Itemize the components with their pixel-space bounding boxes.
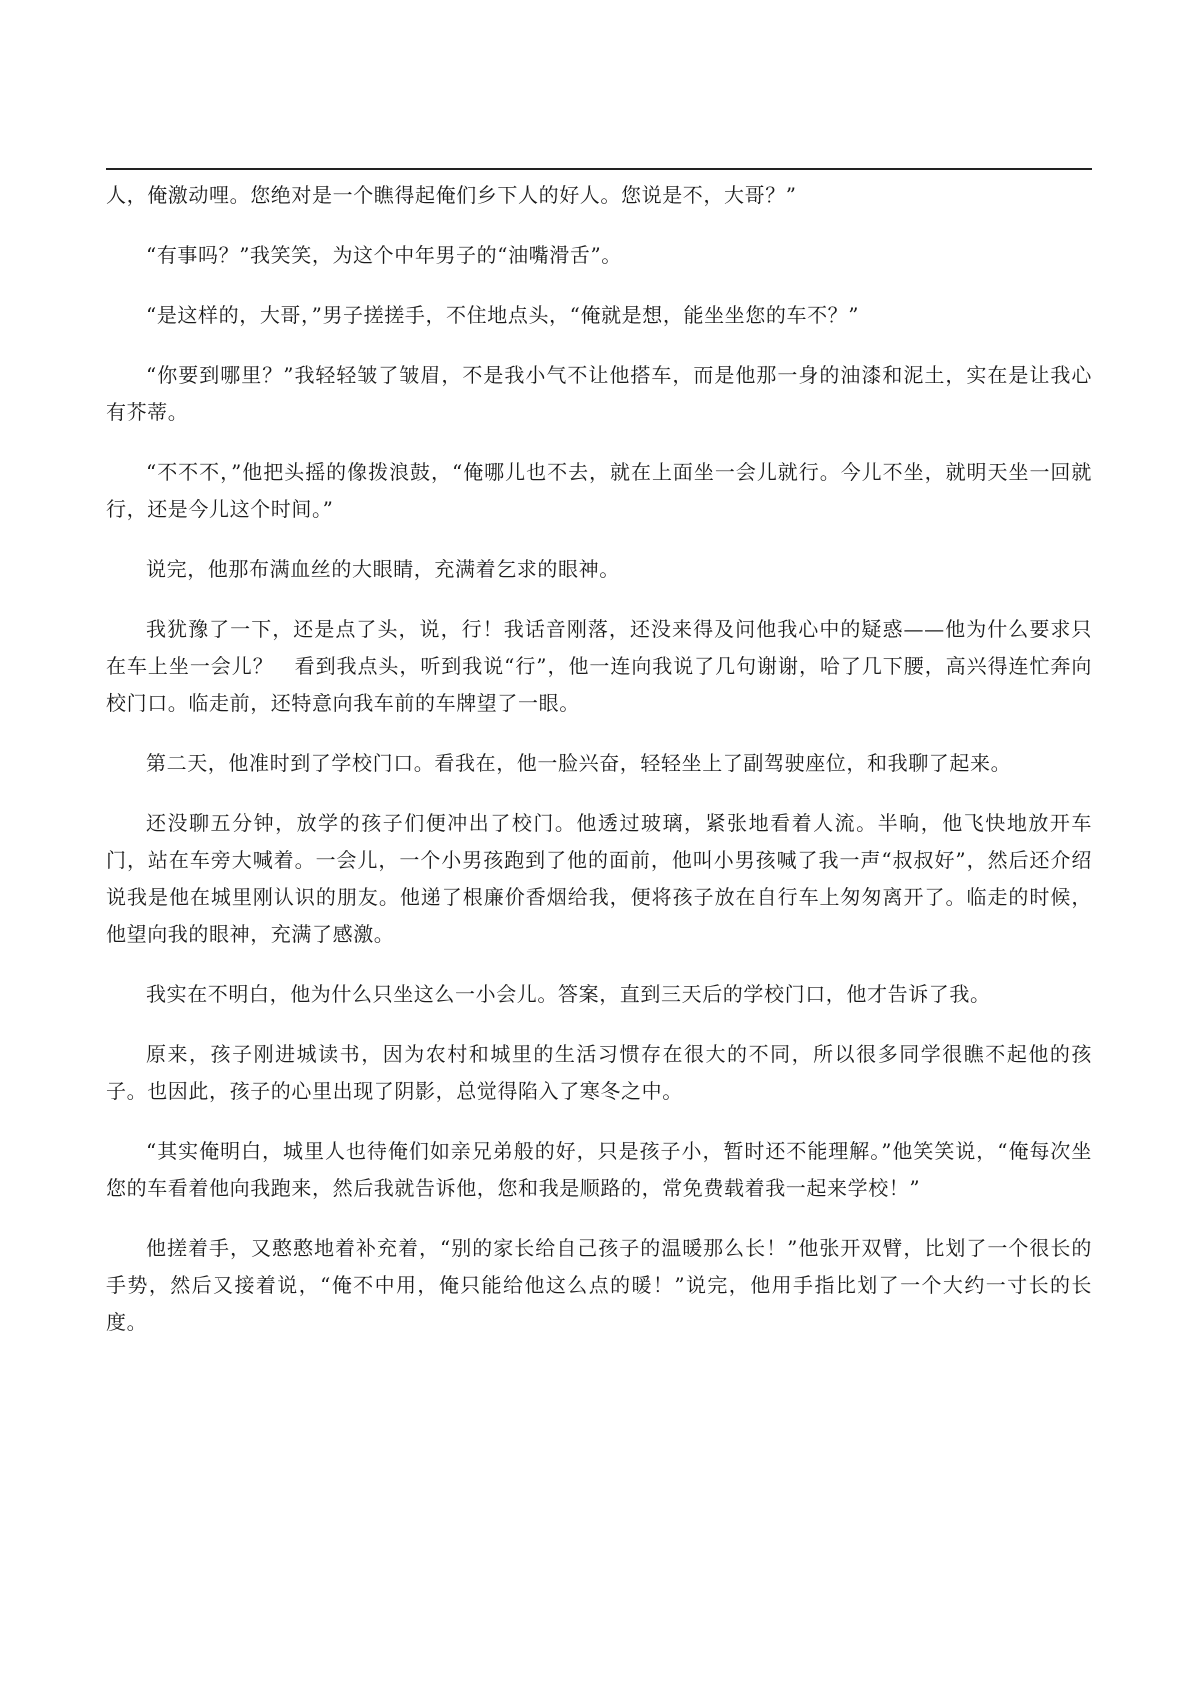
paragraph-5: “不不不，”他把头摇的像拨浪鼓，“俺哪儿也不去，就在上面坐一会儿就行。今儿不坐，就明天坐一回就行，还是今儿这个时间。”: [106, 460, 1092, 521]
paragraph-2: “有事吗？”我笑笑，为这个中年男子的“油嘴滑舌”。: [146, 243, 622, 267]
paragraph-4: “你要到哪里？”我轻轻皱了皱眉，不是我小气不让他搭车，而是他那一身的油漆和泥土，实在是让我心有芥蒂。: [106, 363, 1092, 424]
paragraph-1: 人，俺激动哩。您绝对是一个瞧得起俺们乡下人的好人。您说是不，大哥？”: [106, 183, 797, 207]
paragraph-9: 还没聊五分钟，放学的孩子们便冲出了校门。他透过玻璃，紧张地看着人流。半晌，他飞快地放开车门，站在车旁大喊着。一会儿，一个小男孩跑到了他的面前，他叫小男孩喊了我一声“叔叔好”，然后还介绍说我是他在城里刚认识的朋友。他递了根廉价香烟给我，便将孩子放在自行车上匆匆离开了。临走的时候，他望向我的眼神，充满了感激。: [106, 811, 1092, 946]
document-body: [106, 168, 1092, 1341]
paragraph-13: 他搓着手，又憨憨地着补充着，“别的家长给自己孩子的温暖那么长！”他张开双臂，比划了一个很长的手势，然后又接着说，“俺不中用，俺只能给他这么点的暖！”说完，他用手指比划了一个大约一寸长的长度。: [106, 1236, 1092, 1334]
paragraph-6: 说完，他那布满血丝的大眼睛，充满着乞求的眼神。: [146, 557, 620, 581]
paragraph-11: 原来，孩子刚进城读书，因为农村和城里的生活习惯存在很大的不同，所以很多同学很瞧不起他的孩子。也因此，孩子的心里出现了阴影，总觉得陷入了寒冬之中。: [106, 1042, 1092, 1103]
paragraph-8: 第二天，他准时到了学校门口。看我在，他一脸兴奋，轻轻坐上了副驾驶座位，和我聊了起来。: [146, 751, 1012, 775]
paragraph-12: “其实俺明白，城里人也待俺们如亲兄弟般的好，只是孩子小，暂时还不能理解。”他笑笑说，“俺每次坐您的车看着他向我跑来，然后我就告诉他，您和我是顺路的，常免费载着我一起来学校！”: [106, 1139, 1092, 1200]
paragraph-7: 我犹豫了一下，还是点了头，说，行！我话音刚落，还没来得及问他我心中的疑惑——他为什么要求只在车上坐一会儿？ 看到我点头，听到我说“行”，他一连向我说了几句谢谢，哈了几下腰，高兴得连忙奔向校门口。临走前，还特意向我车前的车牌望了一眼。: [106, 617, 1092, 715]
paragraph-10: 我实在不明白，他为什么只坐这么一小会儿。答案，直到三天后的学校门口，他才告诉了我。: [146, 982, 991, 1006]
paragraph-3: “是这样的，大哥，”男子搓搓手，不住地点头，“俺就是想，能坐坐您的车不？”: [146, 303, 860, 327]
